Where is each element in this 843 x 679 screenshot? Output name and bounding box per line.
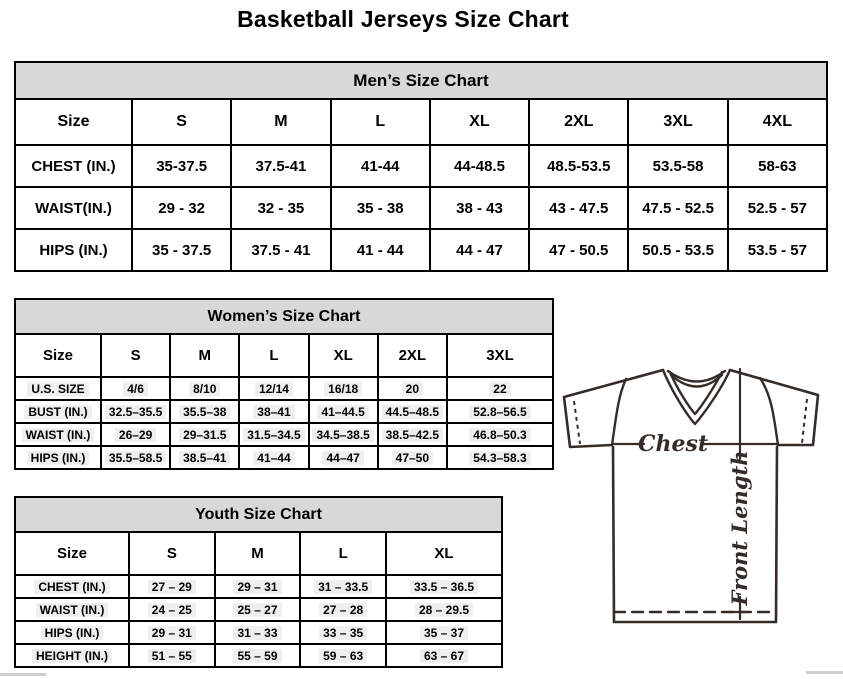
size-range-value xyxy=(378,446,447,469)
size-range-value xyxy=(430,145,529,187)
cell-text: XL xyxy=(434,545,454,562)
cell-text: 47–50 xyxy=(392,451,433,465)
cell-text: S xyxy=(130,347,141,364)
size-range-value xyxy=(378,423,447,446)
page-title: Basketball Jerseys Size Chart xyxy=(237,6,569,32)
womens-size-table xyxy=(14,298,554,470)
jersey-right-cuff-dashes xyxy=(802,399,807,443)
size-range-value xyxy=(132,145,231,187)
size-range-value xyxy=(170,423,239,446)
size-range-value xyxy=(628,145,727,187)
cell-text: L xyxy=(338,545,348,562)
size-range-value xyxy=(430,187,529,229)
cell-text: 12/14 xyxy=(255,382,293,396)
cell-text: 44 - 47 xyxy=(456,241,503,259)
size-range-value xyxy=(331,145,430,187)
jersey-left-armhole-seam xyxy=(612,379,626,445)
cell-text: 35 – 37 xyxy=(420,626,468,640)
size-range-value xyxy=(529,229,628,271)
cell-text: 35-37.5 xyxy=(156,157,208,175)
cell-text: 33.5 – 36.5 xyxy=(410,580,478,594)
size-range-value xyxy=(728,145,827,187)
cell-text: 41-44 xyxy=(361,157,400,175)
size-range-value xyxy=(529,145,628,187)
size-range-value xyxy=(101,446,170,469)
size-range-value xyxy=(132,229,231,271)
cell-text: 35 - 37.5 xyxy=(152,241,212,259)
cell-text: 41 - 44 xyxy=(356,241,404,259)
cell-text: 43 - 47.5 xyxy=(549,199,609,217)
cell-text: 44.5–48.5 xyxy=(382,405,443,419)
cell-text: 37.5 - 41 xyxy=(251,241,311,259)
size-range-value xyxy=(239,423,308,446)
cell-text: 35.5–38 xyxy=(179,405,230,419)
size-range-value xyxy=(447,400,553,423)
column-header xyxy=(239,334,308,377)
column-header xyxy=(129,532,215,575)
jersey-body xyxy=(613,447,777,622)
cell-text: 29 – 31 xyxy=(148,626,196,640)
cell-text: HIPS (IN.) xyxy=(41,626,104,640)
size-range-value xyxy=(628,187,727,229)
size-range-value xyxy=(728,187,827,229)
column-header xyxy=(132,99,231,145)
cell-text: 27 – 29 xyxy=(148,580,196,594)
row-label xyxy=(15,423,101,446)
size-range-value xyxy=(101,377,170,400)
cell-text: 31 – 33 xyxy=(233,626,281,640)
size-range-value xyxy=(170,377,239,400)
size-range-value xyxy=(331,187,430,229)
size-range-value xyxy=(231,187,330,229)
size-range-value xyxy=(132,187,231,229)
front-length-label: Front Length xyxy=(727,450,752,606)
row-label xyxy=(15,621,129,644)
column-header xyxy=(386,532,502,575)
column-header xyxy=(300,532,386,575)
row-label xyxy=(15,187,132,229)
size-range-value xyxy=(300,644,386,667)
size-range-value xyxy=(331,229,430,271)
cell-text: 25 – 27 xyxy=(233,603,281,617)
cell-text: 35 - 38 xyxy=(356,199,404,217)
table-row xyxy=(15,575,502,598)
column-header xyxy=(170,334,239,377)
table-row xyxy=(15,400,553,423)
size-range-value xyxy=(447,423,553,446)
table-title-band: Youth Size Chart xyxy=(15,497,502,532)
cell-text: 2XL xyxy=(398,347,427,364)
cell-text: CHEST (IN.) xyxy=(34,580,109,594)
cell-text: 53.5 - 57 xyxy=(747,241,807,259)
mens-size-table xyxy=(14,61,828,272)
table-row xyxy=(15,446,553,469)
table-row xyxy=(15,187,827,229)
cell-text: 34.5–38.5 xyxy=(312,428,373,442)
table-row xyxy=(15,598,502,621)
measurement-lines xyxy=(614,369,777,619)
cell-text: 29 – 31 xyxy=(233,580,281,594)
chest-label: Chest xyxy=(637,431,709,457)
size-range-value xyxy=(129,621,215,644)
jersey-seams xyxy=(612,370,778,612)
womens-size-chart-section xyxy=(14,298,554,470)
cell-text: 29 - 32 xyxy=(158,199,205,217)
cell-text: XL xyxy=(469,113,490,130)
column-header xyxy=(309,334,378,377)
cell-text: L xyxy=(375,113,386,130)
cell-text: 41–44.5 xyxy=(317,405,368,419)
size-range-value xyxy=(215,598,301,621)
size-range-value xyxy=(309,446,378,469)
column-header xyxy=(447,334,553,377)
table-row xyxy=(15,532,502,575)
horizontal-scrollbar-fragment-right[interactable] xyxy=(806,671,843,674)
cell-text: 38–41 xyxy=(253,405,294,419)
size-range-value xyxy=(378,400,447,423)
cell-text: 44-48.5 xyxy=(454,157,505,175)
size-range-value xyxy=(378,377,447,400)
size-range-value xyxy=(386,598,502,621)
size-range-value xyxy=(447,377,553,400)
jersey-right-armhole-seam xyxy=(760,378,778,445)
cell-text: 4/6 xyxy=(123,382,148,396)
row-label xyxy=(15,575,129,598)
jersey-measurement-diagram xyxy=(556,362,834,628)
cell-text: HIPS (IN.) xyxy=(39,241,108,259)
cell-text: CHEST (IN.) xyxy=(31,157,116,175)
size-range-value xyxy=(231,145,330,187)
cell-text: 41–44 xyxy=(253,451,294,465)
row-label xyxy=(15,644,129,667)
table-row xyxy=(15,229,827,271)
size-range-value xyxy=(129,644,215,667)
cell-text: 16/18 xyxy=(324,382,362,396)
cell-text: 38 - 43 xyxy=(456,199,503,217)
column-header xyxy=(529,99,628,145)
mens-size-chart-section xyxy=(14,61,828,272)
cell-text: 63 – 67 xyxy=(420,649,468,663)
size-range-value xyxy=(628,229,727,271)
cell-text: 58-63 xyxy=(758,157,797,175)
size-range-value xyxy=(300,621,386,644)
size-range-value xyxy=(101,423,170,446)
row-label xyxy=(15,400,101,423)
cell-text: 47.5 - 52.5 xyxy=(642,199,714,217)
size-range-value xyxy=(215,644,301,667)
cell-text: XL xyxy=(333,347,353,364)
cell-text: 51 – 55 xyxy=(148,649,196,663)
column-header xyxy=(101,334,170,377)
cell-text: 31 – 33.5 xyxy=(314,580,372,594)
cell-text: 37.5-41 xyxy=(255,157,307,175)
column-header xyxy=(15,99,132,145)
size-range-value xyxy=(239,446,308,469)
size-range-value xyxy=(447,446,553,469)
cell-text: 22 xyxy=(489,382,510,396)
size-range-value xyxy=(129,575,215,598)
column-header xyxy=(378,334,447,377)
cell-text: 29–31.5 xyxy=(179,428,230,442)
column-header xyxy=(331,99,430,145)
cell-text: Size xyxy=(57,113,90,130)
column-header xyxy=(215,532,301,575)
column-header xyxy=(628,99,727,145)
row-label xyxy=(15,229,132,271)
size-range-value xyxy=(386,644,502,667)
cell-text: 52.5 - 57 xyxy=(747,199,807,217)
cell-text: 59 – 63 xyxy=(319,649,367,663)
youth-size-chart-section xyxy=(14,496,503,668)
jersey-left-cuff-dashes xyxy=(574,401,580,444)
cell-text: WAIST (IN.) xyxy=(36,603,109,617)
table-row xyxy=(15,644,502,667)
table-row xyxy=(15,377,553,400)
cell-text: 26–29 xyxy=(115,428,156,442)
cell-text: 33 – 35 xyxy=(319,626,367,640)
table-title-band: Men’s Size Chart xyxy=(15,62,827,99)
cell-text: 3XL xyxy=(663,113,693,130)
size-range-value xyxy=(215,575,301,598)
cell-text: 2XL xyxy=(564,113,594,130)
size-range-value xyxy=(170,400,239,423)
size-range-value xyxy=(239,400,308,423)
cell-text: L xyxy=(269,347,279,364)
table-row xyxy=(15,621,502,644)
cell-text: 38.5–42.5 xyxy=(382,428,443,442)
row-label xyxy=(15,145,132,187)
cell-text: 32.5–35.5 xyxy=(105,405,166,419)
table-row xyxy=(15,145,827,187)
size-range-value xyxy=(215,621,301,644)
cell-text: 8/10 xyxy=(189,382,220,396)
cell-text: 52.8–56.5 xyxy=(469,405,530,419)
table-row xyxy=(15,423,553,446)
youth-size-table xyxy=(14,496,503,668)
size-range-value xyxy=(309,423,378,446)
cell-text: S xyxy=(166,545,177,562)
jersey-right-sleeve xyxy=(730,370,818,445)
cell-text: U.S. SIZE xyxy=(27,382,88,396)
size-range-value xyxy=(231,229,330,271)
horizontal-scrollbar-fragment-left[interactable] xyxy=(0,673,46,676)
cell-text: WAIST(IN.) xyxy=(35,199,112,217)
size-range-value xyxy=(529,187,628,229)
cell-text: WAIST (IN.) xyxy=(22,428,95,442)
cell-text: HEIGHT (IN.) xyxy=(32,649,112,663)
cell-text: 55 – 59 xyxy=(233,649,281,663)
column-header xyxy=(430,99,529,145)
size-range-value xyxy=(728,229,827,271)
column-header xyxy=(728,99,827,145)
row-label xyxy=(15,446,101,469)
row-label xyxy=(15,598,129,621)
cell-text: 4XL xyxy=(762,113,793,130)
cell-text: 32 - 35 xyxy=(257,199,305,217)
cell-text: S xyxy=(176,113,187,130)
size-range-value xyxy=(309,400,378,423)
cell-text: 35.5–58.5 xyxy=(105,451,166,465)
size-range-value xyxy=(300,598,386,621)
cell-text: HIPS (IN.) xyxy=(27,451,90,465)
row-label xyxy=(15,377,101,400)
size-range-value xyxy=(101,400,170,423)
cell-text: BUST (IN.) xyxy=(24,405,91,419)
size-range-value xyxy=(386,621,502,644)
size-range-value xyxy=(430,229,529,271)
cell-text: 50.5 - 53.5 xyxy=(642,241,714,259)
cell-text: 47 - 50.5 xyxy=(549,241,609,259)
table-row xyxy=(15,99,827,145)
cell-text: 44–47 xyxy=(322,451,363,465)
cell-text: 38.5–41 xyxy=(179,451,230,465)
cell-text: 24 – 25 xyxy=(148,603,196,617)
column-header xyxy=(231,99,330,145)
cell-text: 3XL xyxy=(486,347,514,364)
size-range-value xyxy=(239,377,308,400)
cell-text: 20 xyxy=(402,382,423,396)
cell-text: 27 – 28 xyxy=(319,603,367,617)
column-header xyxy=(15,334,101,377)
column-header xyxy=(15,532,129,575)
cell-text: 54.3–58.3 xyxy=(469,451,530,465)
cell-text: Size xyxy=(42,347,73,364)
cell-text: 28 – 29.5 xyxy=(415,603,473,617)
cell-text: 31.5–34.5 xyxy=(243,428,304,442)
cell-text: Size xyxy=(56,545,87,562)
table-title-band: Women’s Size Chart xyxy=(15,299,553,334)
size-range-value xyxy=(386,575,502,598)
cell-text: 46.8–50.3 xyxy=(469,428,530,442)
size-range-value xyxy=(129,598,215,621)
cell-text: M xyxy=(198,347,212,364)
cell-text: M xyxy=(251,545,264,562)
size-range-value xyxy=(170,446,239,469)
size-range-value xyxy=(300,575,386,598)
cell-text: 53.5-58 xyxy=(652,157,704,175)
size-range-value xyxy=(309,377,378,400)
table-row xyxy=(15,334,553,377)
cell-text: 48.5-53.5 xyxy=(547,157,611,175)
cell-text: M xyxy=(274,113,288,130)
